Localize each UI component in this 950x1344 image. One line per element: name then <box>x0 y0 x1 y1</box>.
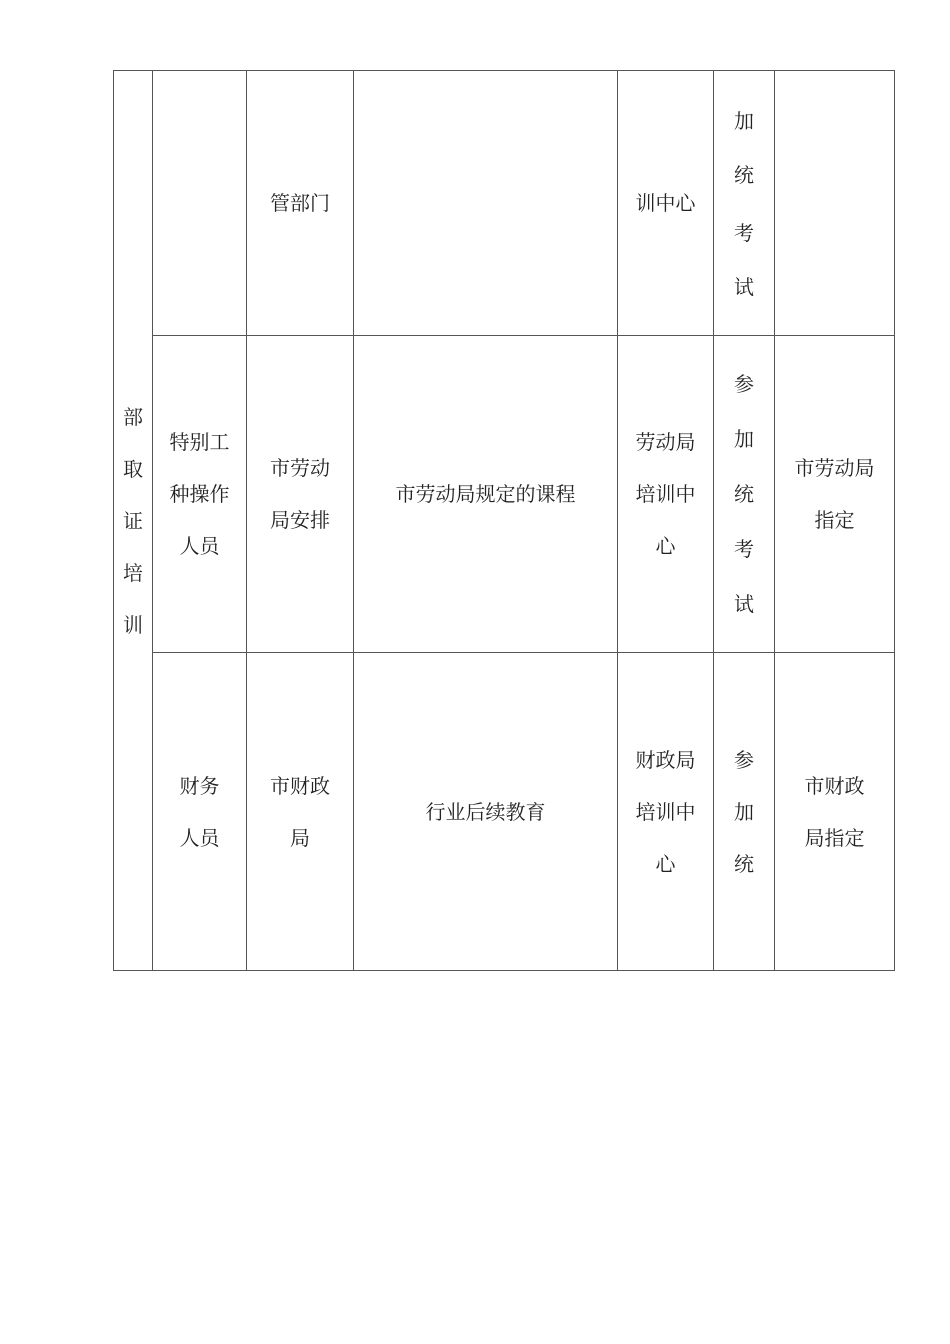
certifier-cell <box>775 71 895 336</box>
location-cell <box>618 336 714 653</box>
category-char: 培 <box>123 560 143 585</box>
org-line: 市劳动 <box>270 456 330 480</box>
assessment-char: 统 <box>734 163 754 187</box>
certifier-cell <box>775 336 895 653</box>
category-char: 部 <box>123 404 143 429</box>
assessment-char: 加 <box>734 426 754 451</box>
location-line: 心 <box>655 851 676 876</box>
assessment-text <box>714 95 774 311</box>
assessment-char: 考 <box>734 221 754 245</box>
org-line: 市财政 <box>270 773 330 798</box>
assessment-char: 参 <box>734 371 754 396</box>
assessment-cell <box>714 653 775 971</box>
assessment-char: 加 <box>734 109 754 133</box>
personnel-line: 种操作 <box>169 482 230 506</box>
org-cell <box>247 336 354 653</box>
location-cell <box>618 653 714 971</box>
content-text: 市劳动局规定的课程 <box>395 482 576 506</box>
org-text: 管部门 <box>270 191 330 215</box>
assessment-char: 参 <box>734 747 754 772</box>
content-cell <box>354 653 618 971</box>
location-line: 培训中 <box>635 482 696 506</box>
assessment-text <box>714 734 774 890</box>
personnel-line: 人员 <box>179 534 220 558</box>
content-cell <box>354 71 618 336</box>
certifier-line: 指定 <box>814 508 855 532</box>
personnel-cell <box>153 71 247 336</box>
org-cell <box>247 71 354 336</box>
category-cell <box>114 71 153 971</box>
assessment-char: 试 <box>734 275 754 299</box>
assessment-char: 考 <box>734 536 754 561</box>
content-cell <box>354 336 618 653</box>
location-line: 心 <box>655 534 676 558</box>
assessment-char: 统 <box>734 481 754 506</box>
personnel-line: 特别工 <box>169 430 230 454</box>
personnel-cell <box>153 653 247 971</box>
location-cell <box>618 71 714 336</box>
location-line: 培训中 <box>635 799 696 824</box>
category-char: 取 <box>123 456 143 481</box>
category-char: 证 <box>123 508 143 533</box>
assessment-char: 试 <box>734 591 754 616</box>
certifier-cell <box>775 653 895 971</box>
personnel-cell <box>153 336 247 653</box>
location-line: 劳动局 <box>635 430 696 454</box>
certifier-line: 局指定 <box>804 825 865 850</box>
assessment-char: 统 <box>734 851 754 876</box>
assessment-char: 加 <box>734 799 754 824</box>
org-cell <box>247 653 354 971</box>
table-row <box>114 336 895 653</box>
category-char: 训 <box>123 612 143 637</box>
table-row <box>114 71 895 336</box>
certifier-line: 市劳动局 <box>794 456 875 480</box>
certifier-line: 市财政 <box>804 773 865 798</box>
personnel-line: 财务 <box>179 773 220 798</box>
org-line: 局安排 <box>270 508 330 532</box>
location-text: 训中心 <box>635 191 696 215</box>
assessment-cell <box>714 336 775 653</box>
org-line: 局 <box>290 825 310 850</box>
personnel-line: 人员 <box>179 825 220 850</box>
table-row <box>114 653 895 971</box>
location-line: 财政局 <box>635 747 696 772</box>
category-text <box>114 391 152 651</box>
content-text: 行业后续教育 <box>425 799 546 824</box>
training-table <box>113 70 895 971</box>
assessment-text <box>714 357 774 632</box>
assessment-cell <box>714 71 775 336</box>
